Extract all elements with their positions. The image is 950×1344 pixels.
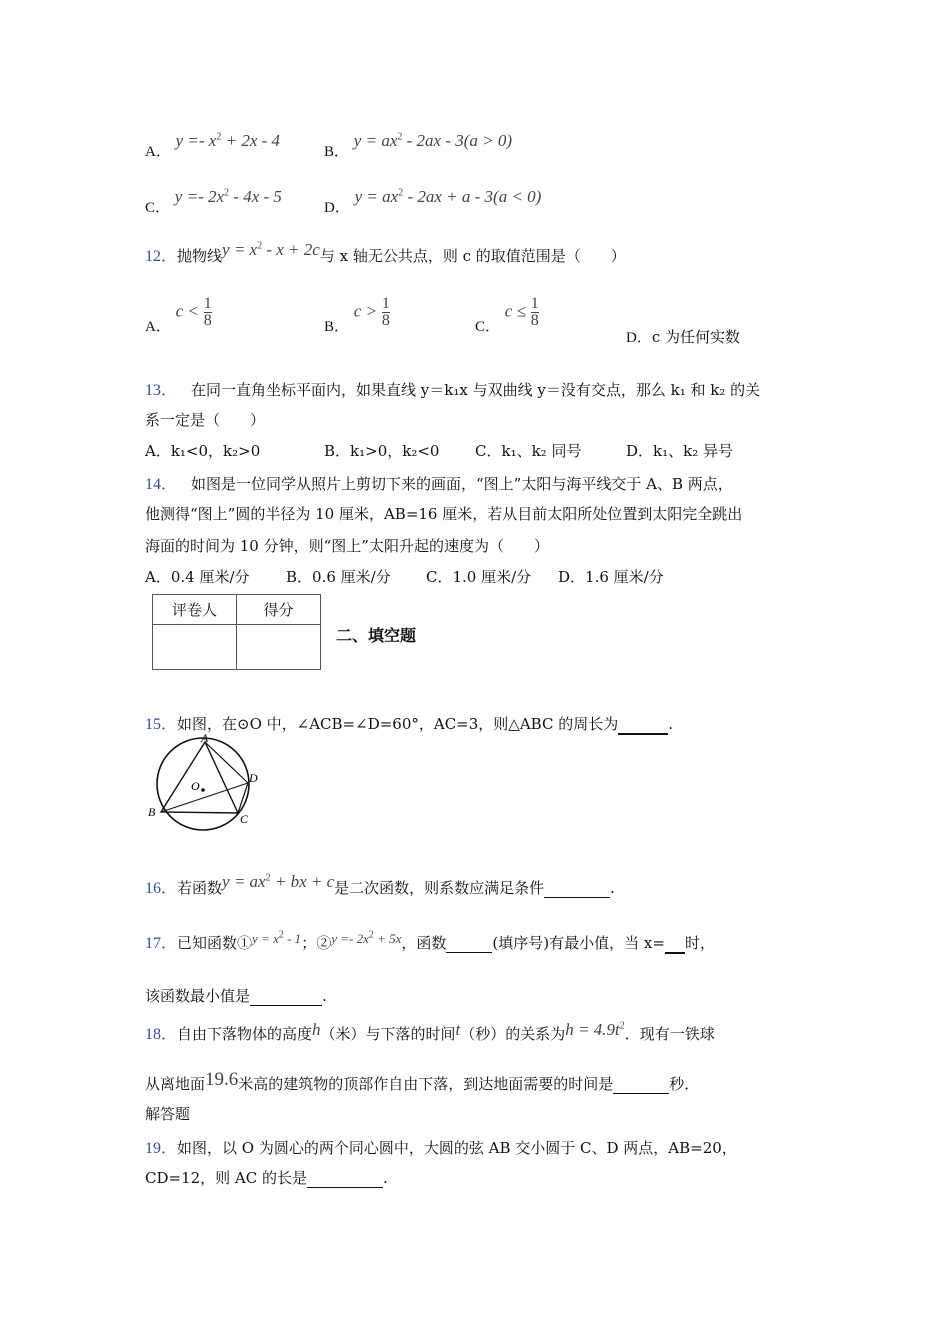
q11-a-label: A． [145, 144, 171, 160]
q16-answer-blank[interactable] [544, 879, 610, 898]
q12-a-num: 1 [203, 295, 212, 312]
q12-option-b [324, 295, 390, 335]
q18-height: 19.6 [205, 1069, 239, 1090]
q15-number: 15． [145, 716, 178, 733]
q12-a-label: A． [145, 318, 171, 335]
q12-option-a [145, 295, 212, 335]
q11-option-b [324, 130, 513, 160]
q18-text-4: ．现有一铁球 [624, 1025, 715, 1043]
q13-option-c: C．k₁、k₂ 同号 [475, 442, 582, 460]
q16-formula: $y = ax^2$ + bx + c [222, 872, 335, 891]
q11-b-formula: $y = ax^2 - 2ax - 3(a > 0)$ [353, 131, 513, 150]
q18-var-t: t [455, 1020, 461, 1039]
center-point [201, 788, 205, 792]
q17-text-line2: 该函数最小值是 [145, 987, 251, 1005]
label-o: O [191, 779, 200, 793]
q17-text-mid3: 时， [684, 934, 715, 952]
q14-line2: 他测得“图上”圆的半径为 10 厘米，AB=16 厘米，若从目前太阳所处位置到太阳完全跳出 [145, 505, 743, 523]
q12-b-label: B． [324, 318, 350, 335]
q11-d-label: D． [324, 200, 350, 216]
q11-option-c [145, 186, 282, 216]
q11-option-a [145, 130, 281, 160]
q15-circle-figure [145, 733, 270, 833]
q19-line2 [145, 1167, 388, 1188]
q18-text-7: 秒． [669, 1075, 700, 1093]
q12-b-lhs: c > [353, 301, 378, 321]
q18-number: 18． [145, 1026, 178, 1043]
q17-answer-blank-2[interactable] [665, 934, 685, 954]
q17-number: 17． [145, 935, 178, 952]
q17-formula-2: $y =- 2x^2 + 5x$ [331, 929, 402, 946]
q17-text-mid2: (填序号)有最小值，当 x= [492, 934, 665, 952]
q12-c-num: 1 [530, 295, 539, 312]
q12-c-den: 8 [530, 312, 539, 329]
q11-option-d [324, 186, 542, 216]
q11-c-label: C． [145, 200, 171, 216]
q16-end: . [610, 879, 615, 897]
grader-header: 评卷人 [153, 595, 237, 625]
q18-line1 [145, 1021, 715, 1044]
q18-text-3: （秒）的关系为 [460, 1025, 566, 1043]
q16-stem [145, 872, 615, 898]
circle-o [157, 738, 249, 830]
q19-number: 19． [145, 1140, 178, 1157]
q14-option-d: D．1.6 厘米/分 [558, 568, 664, 586]
q12-a-fraction [204, 296, 212, 329]
q15-answer-blank[interactable] [618, 715, 668, 735]
q19-answer-blank[interactable] [307, 1169, 383, 1188]
q19-line1 [145, 1135, 737, 1158]
q17-answer-blank-3[interactable] [250, 987, 322, 1006]
q12-number: 12． [145, 248, 178, 265]
q12-b-den: 8 [381, 312, 390, 329]
q19-end: . [383, 1169, 388, 1187]
q12-a-den: 8 [203, 312, 212, 329]
q12-stem [145, 240, 626, 266]
q11-d-formula: $y = ax^2 - 2ax + a - 3(a < 0)$ [354, 187, 542, 206]
q14-number: 14． [145, 476, 178, 493]
q13-option-b: B．k₁>0，k₂<0 [324, 442, 440, 460]
q18-var-h: h [312, 1020, 321, 1039]
q17-formula-1: $y = x^2 - 1$ [252, 929, 302, 946]
q15-text: 如图，在⊙O 中，∠ACB=∠D=60°，AC=3，则△ABC 的周长为 [177, 715, 619, 733]
q13-number: 13． [145, 382, 178, 399]
q18-text-5: 从离地面 [145, 1075, 206, 1093]
q13-line1 [145, 377, 760, 400]
q11-c-formula: $y =- 2x^2 - 4x - 5$ [174, 187, 282, 206]
q19-text-1: 如图，以 O 为圆心的两个同心圆中，大圆的弦 AB 交小圆于 C、D 两点，AB=20， [177, 1139, 737, 1157]
q13-line2: 系一定是（ ） [145, 411, 266, 429]
q18-formula: $h = 4.9t^2$ [565, 1020, 625, 1039]
q11-a-formula: $y =- x^2 + 2x - 4$ [175, 131, 281, 150]
q14-text-1: 如图是一位同学从照片上剪切下来的画面，“图上”太阳与海平线交于 A、B 两点， [191, 475, 733, 493]
q18-text-6: 米高的建筑物的顶部作自由下落，到达地面需要的时间是 [238, 1075, 614, 1093]
q12-text-post: 与 x 轴无公共点，则 c 的取值范围是（ ） [319, 247, 626, 265]
q18-text-1: 自由下落物体的高度 [177, 1025, 313, 1043]
q17-text-pre: 已知函数① [177, 934, 253, 952]
q14-line1 [145, 471, 733, 494]
q16-text-post: 是二次函数，则系数应满足条件 [334, 879, 545, 897]
q14-option-c: C．1.0 厘米/分 [426, 568, 532, 586]
q13-text-1: 在同一直角坐标平面内，如果直线 y＝k₁x 与双曲线 y＝没有交点，那么 k₁ 和 k₂ 的关 [191, 381, 761, 399]
q15-end: . [668, 715, 673, 733]
grader-cell[interactable] [153, 625, 237, 670]
q19-text-2: CD=12，则 AC 的长是 [145, 1169, 308, 1187]
q15-stem [145, 711, 673, 735]
score-cell[interactable] [237, 625, 321, 670]
section-answer-title: 解答题 [145, 1105, 191, 1123]
label-c: C [240, 812, 249, 826]
q12-d-label: D． [626, 330, 652, 346]
q13-option-a: A．k₁<0，k₂>0 [145, 442, 261, 460]
q12-d-text: c 为任何实数 [651, 328, 741, 346]
q12-c-lhs: c ≤ [504, 301, 526, 321]
q12-b-num: 1 [381, 295, 390, 312]
score-header: 得分 [237, 595, 321, 625]
q14-option-b: B．0.6 厘米/分 [286, 568, 391, 586]
q18-answer-blank[interactable] [613, 1075, 669, 1094]
q17-line1 [145, 930, 715, 954]
triangle-abc [161, 742, 238, 813]
q18-line2 [145, 1069, 700, 1095]
q12-c-label: C． [475, 318, 501, 335]
label-b: B [148, 805, 156, 819]
q12-option-c [475, 295, 539, 335]
q12-c-fraction [531, 296, 539, 329]
q17-end: . [322, 987, 327, 1005]
q18-text-2: （米）与下落的时间 [320, 1025, 456, 1043]
q12-a-lhs: c < [175, 301, 199, 321]
q14-line3: 海面的时间为 10 分钟，则“图上”太阳升起的速度为（ ） [145, 537, 549, 555]
label-a: A [201, 733, 209, 745]
q17-line2 [145, 985, 327, 1006]
q17-text-mid: ，函数 [401, 934, 447, 952]
q12-b-fraction [382, 296, 390, 329]
q11-b-label: B． [324, 144, 350, 160]
segment-ad [205, 742, 248, 783]
q12-text-pre: 抛物线 [177, 247, 223, 265]
q16-number: 16． [145, 880, 178, 897]
q14-option-a: A．0.4 厘米/分 [145, 568, 250, 586]
q12-formula: $y = x^2 - x + 2c$ [222, 240, 320, 259]
q17-separator: ；② [301, 934, 332, 952]
q13-option-d: D．k₁、k₂ 异号 [626, 442, 733, 460]
q17-answer-blank-1[interactable] [446, 934, 492, 953]
q12-option-d [626, 326, 740, 347]
label-d: D [249, 771, 258, 785]
q16-text-pre: 若函数 [177, 879, 223, 897]
section-fill-in-title: 二、填空题 [336, 626, 417, 645]
grading-table [152, 594, 321, 670]
